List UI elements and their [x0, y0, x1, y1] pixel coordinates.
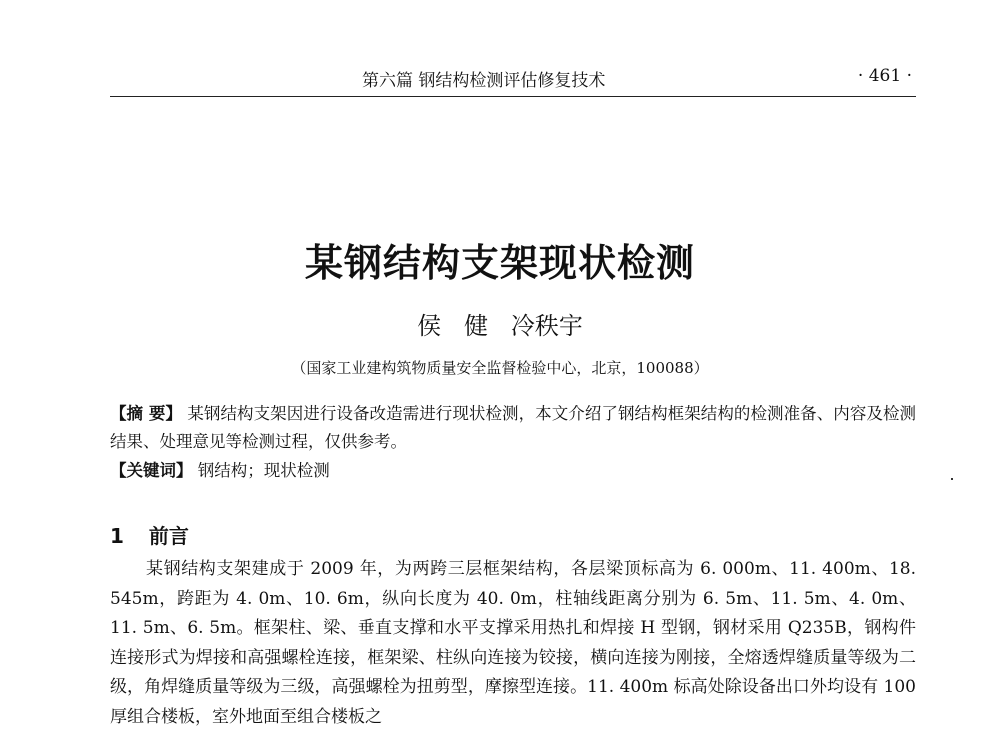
abstract-text: 某钢结构支架因进行设备改造需进行现状检测，本文介绍了钢结构框架结构的检测准备、内容及检测结果、处理意见等检测过程，仅供参考。: [110, 404, 917, 451]
keywords: [110, 457, 916, 485]
section-paragraph: 某钢结构支架建成于 2009 年，为两跨三层框架结构，各层梁顶标高为 6. 000m、11. 400m、18. 545m，跨距为 4. 0m、10. 6m，纵向长度为 40. 0m，柱轴线距离分别为 6. 5m、11. 5m、4. 0m、11. 5m、6. 5m。框架柱、梁、垂直支撑和水平支撑采用热扎和焊接 H 型钢，钢材采用 Q235B，钢构件连接形式为焊接和高强螺栓连接，框架梁、柱纵向连接为铰接，横向连接为刚接，全熔透焊缝质量等级为二级，角焊缝质量等级为三级，高强螺栓为扭剪型，摩擦型连接。11. 400m 标高处除设备出口外均设有 100 厚组合楼板，室外地面至组合楼板之: [110, 559, 916, 727]
header-rule: [110, 96, 916, 97]
section-heading: [110, 520, 189, 549]
running-title: 第六篇 钢结构检测评估修复技术: [362, 71, 606, 91]
page-number: · 461 ·: [857, 66, 912, 86]
keywords-label: 【关键词】: [110, 461, 193, 480]
section-title: 前言: [148, 524, 189, 548]
article-affiliation: （国家工业建构筑物质量安全监督检验中心，北京，100088）: [291, 359, 709, 377]
scan-speck: [951, 478, 953, 480]
running-header: [110, 66, 916, 94]
abstract: [110, 400, 916, 456]
keywords-text: 钢结构；现状检测: [197, 461, 330, 480]
section-number: 1: [110, 524, 124, 548]
article-title: 某钢结构支架现状检测: [304, 240, 695, 285]
article-authors: 侯 健 冷秩宇: [417, 312, 583, 340]
abstract-label: 【摘 要】: [110, 404, 183, 423]
